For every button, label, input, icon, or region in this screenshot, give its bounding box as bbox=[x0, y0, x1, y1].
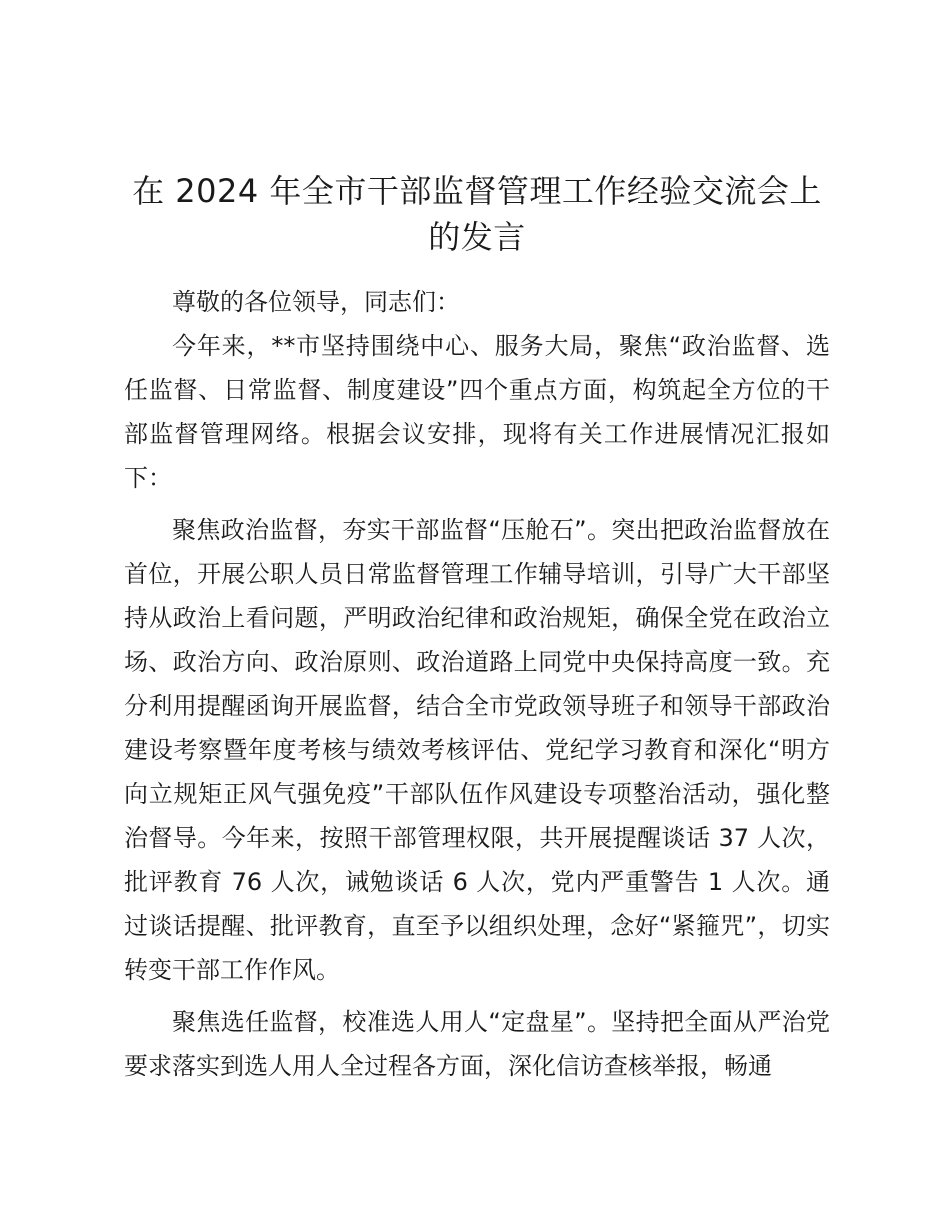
document-body bbox=[124, 168, 830, 1096]
salutation: 尊敬的各位领导，同志们： bbox=[172, 288, 460, 316]
paragraph-political-supervision: 聚焦政治监督，夯实干部监督“压舱石”。突出把政治监督放在首位，开展公职人员日常监督管理工作辅导培训，引导广大干部坚持从政治上看问题，严明政治纪律和政治规矩，确保全党在政治立场、政治方向、政治原则、政治道路上同党中央保持高度一致。充分利用提醒函询开展监督，结合全市党政领导班子和领导干部政治建设考察暨年度考核与绩效考核评估、党纪学习教育和深化“明方向立规矩正风气强免疫”干部队伍作风建设专项整治活动，强化整治督导。今年来，按照干部管理权限，共开展提醒谈话 37 人次，批评教育 76 人次，诫勉谈话 6 人次，党内严重警告 1 人次。通过谈话提醒、批评教育，直至予以组织处理，念好“紧箍咒”，切实转变干部工作作风。 bbox=[124, 516, 830, 984]
paragraph-intro: 今年来，**市坚持围绕中心、服务大局，聚焦“政治监督、选任监督、日常监督、制度建设”四个重点方面，构筑起全方位的干部监督管理网络。根据会议安排，现将有关工作进展情况汇报如下： bbox=[124, 332, 830, 492]
paragraph-selection-supervision: 聚焦选任监督，校准选人用人“定盘星”。坚持把全面从严治党要求落实到选人用人全过程各方面，深化信访查核举报，畅通 bbox=[124, 1008, 830, 1080]
document-title: 在 2024 年全市干部监督管理工作经验交流会上的发言 bbox=[132, 172, 822, 256]
